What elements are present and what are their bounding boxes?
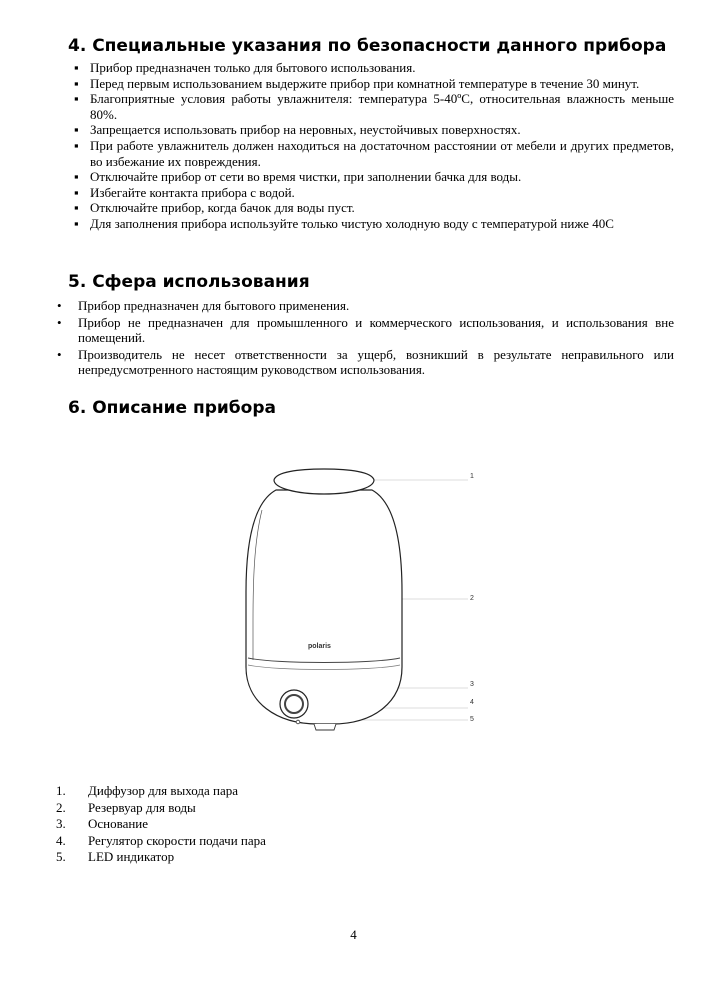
base-foot bbox=[314, 724, 336, 730]
part-label: LED индикатор bbox=[88, 849, 175, 864]
callout-5: 5 bbox=[470, 716, 474, 723]
part-label: Основание bbox=[88, 816, 149, 831]
callout-1: 1 bbox=[470, 473, 474, 480]
diffuser-outline bbox=[274, 469, 374, 494]
list-item bbox=[56, 849, 456, 866]
section-5-title: 5. Сфера использования bbox=[68, 272, 310, 292]
list-item bbox=[56, 783, 456, 800]
part-number: 4. bbox=[56, 832, 66, 848]
list-item: ▪ При работе увлажнитель должен находиться на достаточном расстоянии от мебели и других предметов, во избежание их повреждения. bbox=[74, 138, 674, 169]
section-4-list bbox=[74, 60, 674, 232]
part-number: 5. bbox=[56, 849, 66, 864]
callout-2: 2 bbox=[470, 595, 474, 602]
list-item bbox=[56, 833, 456, 850]
parts-list bbox=[56, 783, 456, 866]
water-tank-outline bbox=[246, 490, 402, 724]
list-item: ▪ Запрещается использовать прибор на неровных, неустойчивых поверхностях. bbox=[74, 122, 674, 138]
list-item bbox=[56, 800, 456, 817]
humidifier-diagram bbox=[236, 462, 486, 752]
part-label: Диффузор для выхода пара bbox=[88, 783, 239, 798]
brand-logo: polaris bbox=[308, 643, 331, 650]
list-item: ▪ Перед первым использованием выдержите прибор при комнатной температуре в течение 30 минут. bbox=[74, 76, 674, 92]
part-number: 1. bbox=[56, 783, 66, 798]
callout-4: 4 bbox=[470, 699, 474, 706]
part-label: Регулятор скорости подачи пара bbox=[88, 832, 266, 848]
list-item: • Производитель не несет ответственности за ущерб, возникший в результате неправильного или непредусмотренного настоящим руководством использования. bbox=[56, 347, 674, 378]
list-item: ▪ Отключайте прибор, когда бачок для воды пуст. bbox=[74, 200, 674, 216]
list-item: ▪ Отключайте прибор от сети во время чистки, при заполнении бачка для воды. bbox=[74, 169, 674, 185]
speed-knob-inner bbox=[285, 695, 303, 713]
led-indicator bbox=[296, 720, 300, 724]
section-5-list bbox=[56, 298, 674, 379]
callout-3: 3 bbox=[470, 681, 474, 688]
page-number: 4 bbox=[350, 927, 357, 942]
list-item: ▪ Прибор предназначен только для бытового использования. bbox=[74, 60, 674, 76]
list-item: ▪ Для заполнения прибора используйте только чистую холодную воду с температурой ниже 40С bbox=[74, 216, 674, 232]
part-number: 2. bbox=[56, 799, 66, 815]
part-number: 3. bbox=[56, 816, 66, 831]
list-item: ▪ Избегайте контакта прибора с водой. bbox=[74, 185, 674, 201]
list-item: • Прибор не предназначен для промышленного и коммерческого использования, и использования вне помещений. bbox=[56, 315, 674, 346]
section-6-title: 6. Описание прибора bbox=[68, 398, 276, 418]
list-item: • Прибор предназначен для бытового применения. bbox=[56, 298, 674, 314]
list-item: ▪ Благоприятные условия работы увлажнителя: температура 5-40ºС, относительная влажность меньше 80%. bbox=[74, 91, 674, 122]
part-label: Резервуар для воды bbox=[88, 799, 196, 815]
list-item bbox=[56, 816, 456, 833]
section-4-title: 4. Специальные указания по безопасности данного прибора bbox=[68, 36, 667, 56]
